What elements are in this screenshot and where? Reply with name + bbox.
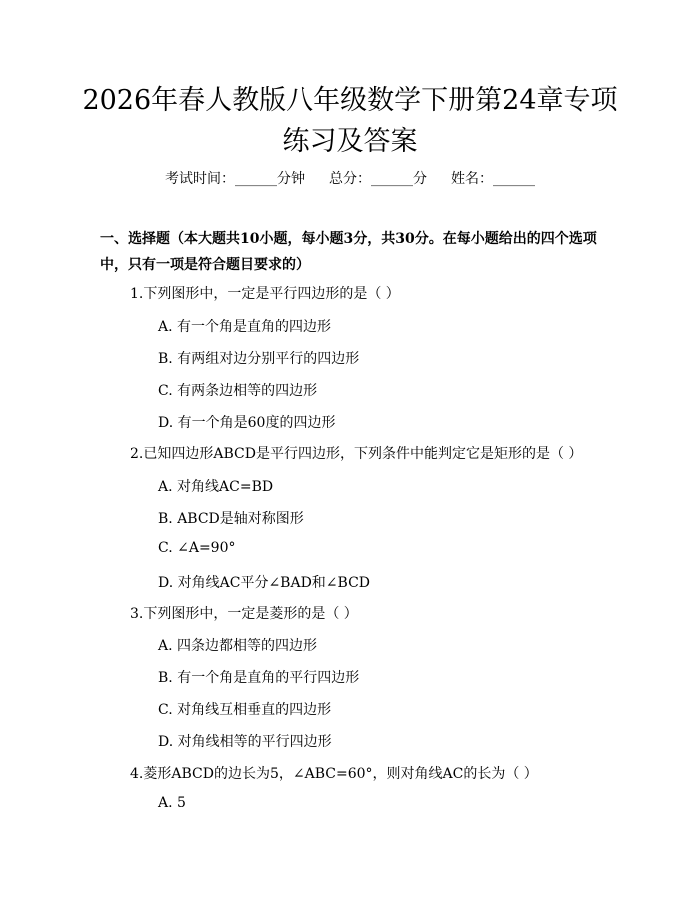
question-4-option-a: A. 5: [158, 795, 186, 811]
question-4-stem: 4.菱形ABCD的边长为5，∠ABC=60°，则对角线AC的长为（ ）: [130, 766, 538, 782]
total-score-field: 总分：______分: [329, 171, 427, 187]
question-1-option-d: D. 有一个角是60度的四边形: [158, 415, 336, 431]
question-2-option-d: D. 对角线AC平分∠BAD和∠BCD: [158, 575, 371, 591]
question-3-option-c: C. 对角线互相垂直的四边形: [158, 702, 332, 718]
question-1-option-c: C. 有两条边相等的四边形: [158, 383, 318, 399]
question-1-option-b: B. 有两组对边分别平行的四边形: [158, 351, 360, 367]
question-2-option-c: C. ∠A=90°: [158, 540, 236, 556]
question-3-option-b: B. 有一个角是直角的平行四边形: [158, 670, 360, 686]
exam-time-field: 考试时间：______分钟: [165, 171, 305, 187]
student-name-field: 姓名：______: [451, 171, 535, 187]
section-heading: 一、选择题（本大题共10小题，每小题3分，共30分。在每小题给出的四个选项中，只有一项是符合题目要求的）: [100, 231, 597, 273]
question-1-option-a: A. 有一个角是直角的四边形: [158, 319, 332, 335]
question-2-stem: 2.已知四边形ABCD是平行四边形，下列条件中能判定它是矩形的是（ ）: [130, 446, 583, 462]
question-2-option-a: A. 对角线AC=BD: [158, 479, 274, 495]
question-3-option-d: D. 对角线相等的平行四边形: [158, 734, 332, 750]
question-3-option-a: A. 四条边都相等的四边形: [158, 638, 318, 654]
question-2-option-b: B. ABCD是轴对称图形: [158, 511, 304, 527]
question-3-stem: 3.下列图形中，一定是菱形的是（ ）: [130, 606, 358, 622]
exam-info: [0, 168, 700, 188]
question-1-stem: 1.下列图形中，一定是平行四边形的是（ ）: [130, 286, 400, 302]
page-title: 2026年春人教版八年级数学下册第24章专项练习及答案: [82, 85, 618, 157]
